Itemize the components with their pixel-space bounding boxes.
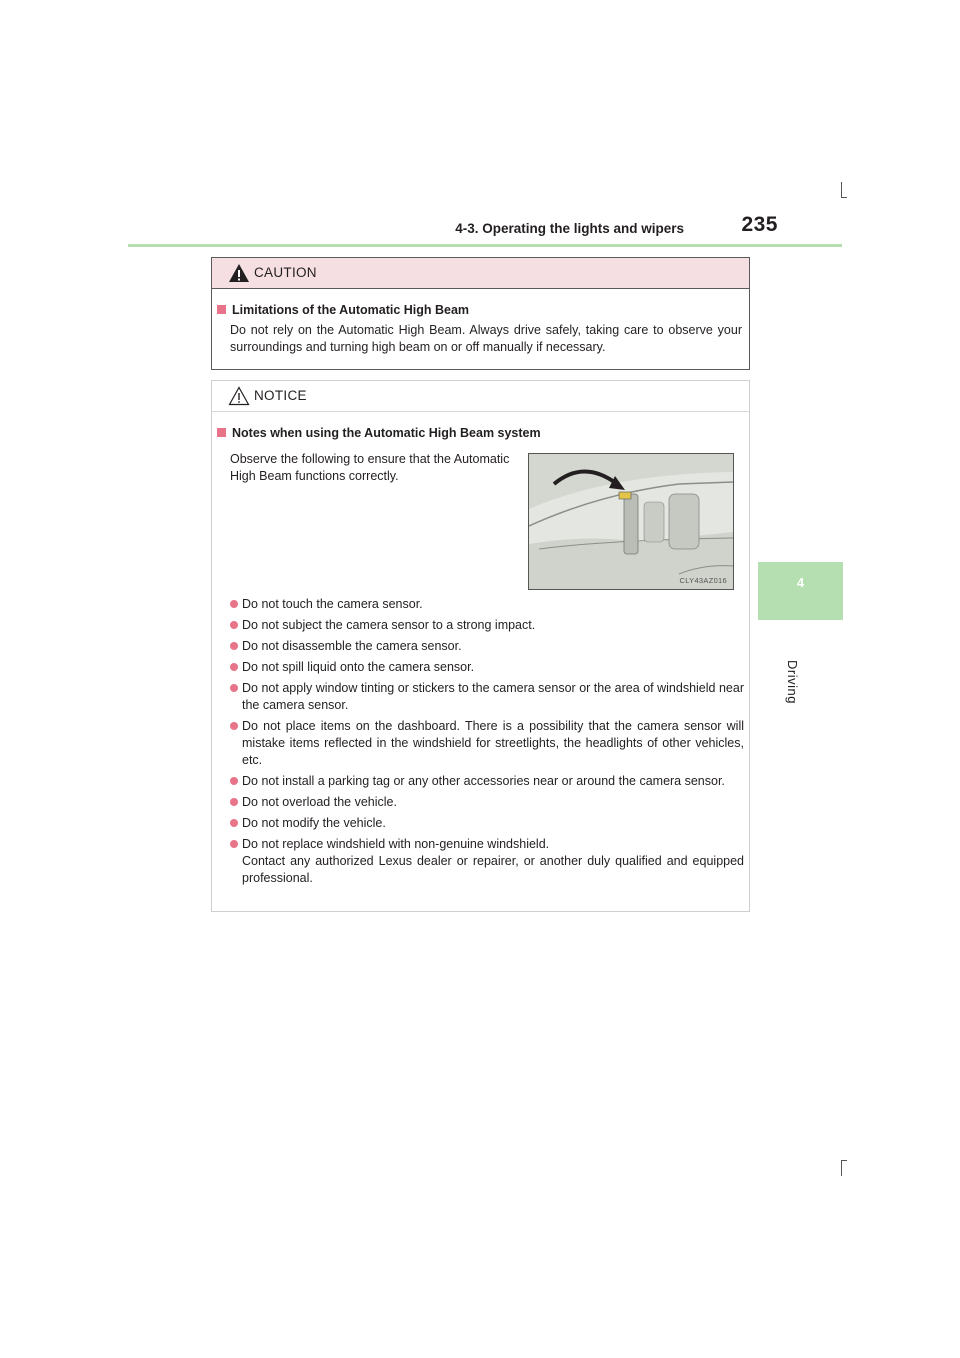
crop-mark — [841, 1160, 847, 1161]
notice-heading — [217, 426, 541, 440]
notice-header — [212, 381, 749, 412]
illustration-code: CLY43AZ016 — [679, 576, 727, 585]
bullet-dot-icon — [230, 621, 238, 629]
list-item: Do not spill liquid onto the camera sensor. — [230, 659, 744, 676]
notice-box — [211, 380, 750, 912]
caution-text: Do not rely on the Automatic High Beam. Always drive safely, taking care to observe your surroundings and turning high beam on or off manually if necessary. — [230, 323, 742, 354]
notice-intro: Observe the following to ensure that the Automatic High Beam functions correctly. — [230, 452, 510, 483]
warning-triangle-outline-icon — [228, 386, 250, 406]
camera-sensor-illustration — [528, 453, 734, 590]
chapter-number: 4 — [796, 575, 805, 590]
bullet-dot-icon — [230, 663, 238, 671]
chapter-label: Driving — [785, 660, 800, 704]
bullet-dot-icon — [230, 777, 238, 785]
crop-mark — [841, 182, 842, 198]
windshield-interior-icon — [529, 454, 733, 589]
page-number: 235 — [741, 213, 778, 236]
bullet-dot-icon — [230, 798, 238, 806]
caution-heading — [217, 303, 469, 317]
crop-mark — [841, 1160, 842, 1176]
list-item: Do not install a parking tag or any other accessories near or around the camera sensor. — [230, 773, 744, 790]
crop-mark — [841, 197, 847, 198]
bullet-dot-icon — [230, 722, 238, 730]
bullet-dot-icon — [230, 600, 238, 608]
bullet-dot-icon — [230, 840, 238, 848]
caution-box — [211, 257, 750, 370]
chapter-tab — [758, 562, 843, 620]
list-item: Do not modify the vehicle. — [230, 815, 744, 832]
bullet-dot-icon — [230, 684, 238, 692]
square-bullet-icon — [217, 428, 226, 437]
section-title: 4-3. Operating the lights and wipers — [455, 221, 684, 236]
list-item: Do not apply window tinting or stickers to the camera sensor or the area of windshield near the camera sensor. — [230, 680, 744, 714]
square-bullet-icon — [217, 305, 226, 314]
list-item: Do not replace windshield with non-genuine windshield. Contact any authorized Lexus dealer or repairer, or another duly qualified and equipped professional. — [230, 836, 744, 887]
notice-heading-text: Notes when using the Automatic High Beam system — [232, 426, 541, 440]
list-item: Do not place items on the dashboard. There is a possibility that the camera sensor will mistake items reflected in the windshield for streetlights, the headlights of other vehicles, etc. — [230, 718, 744, 769]
notice-label: NOTICE — [254, 388, 307, 403]
header-rule — [128, 244, 842, 247]
list-item: Do not subject the camera sensor to a strong impact. — [230, 617, 744, 634]
bullet-dot-icon — [230, 819, 238, 827]
caution-header — [212, 258, 749, 289]
warning-triangle-icon — [228, 263, 250, 283]
caution-heading-text: Limitations of the Automatic High Beam — [232, 303, 470, 317]
caution-label: CAUTION — [254, 265, 317, 280]
list-item: Do not disassemble the camera sensor. — [230, 638, 744, 655]
notice-bullet-list — [230, 596, 744, 891]
list-item: Do not overload the vehicle. — [230, 794, 744, 811]
list-item: Do not touch the camera sensor. — [230, 596, 744, 613]
bullet-dot-icon — [230, 642, 238, 650]
